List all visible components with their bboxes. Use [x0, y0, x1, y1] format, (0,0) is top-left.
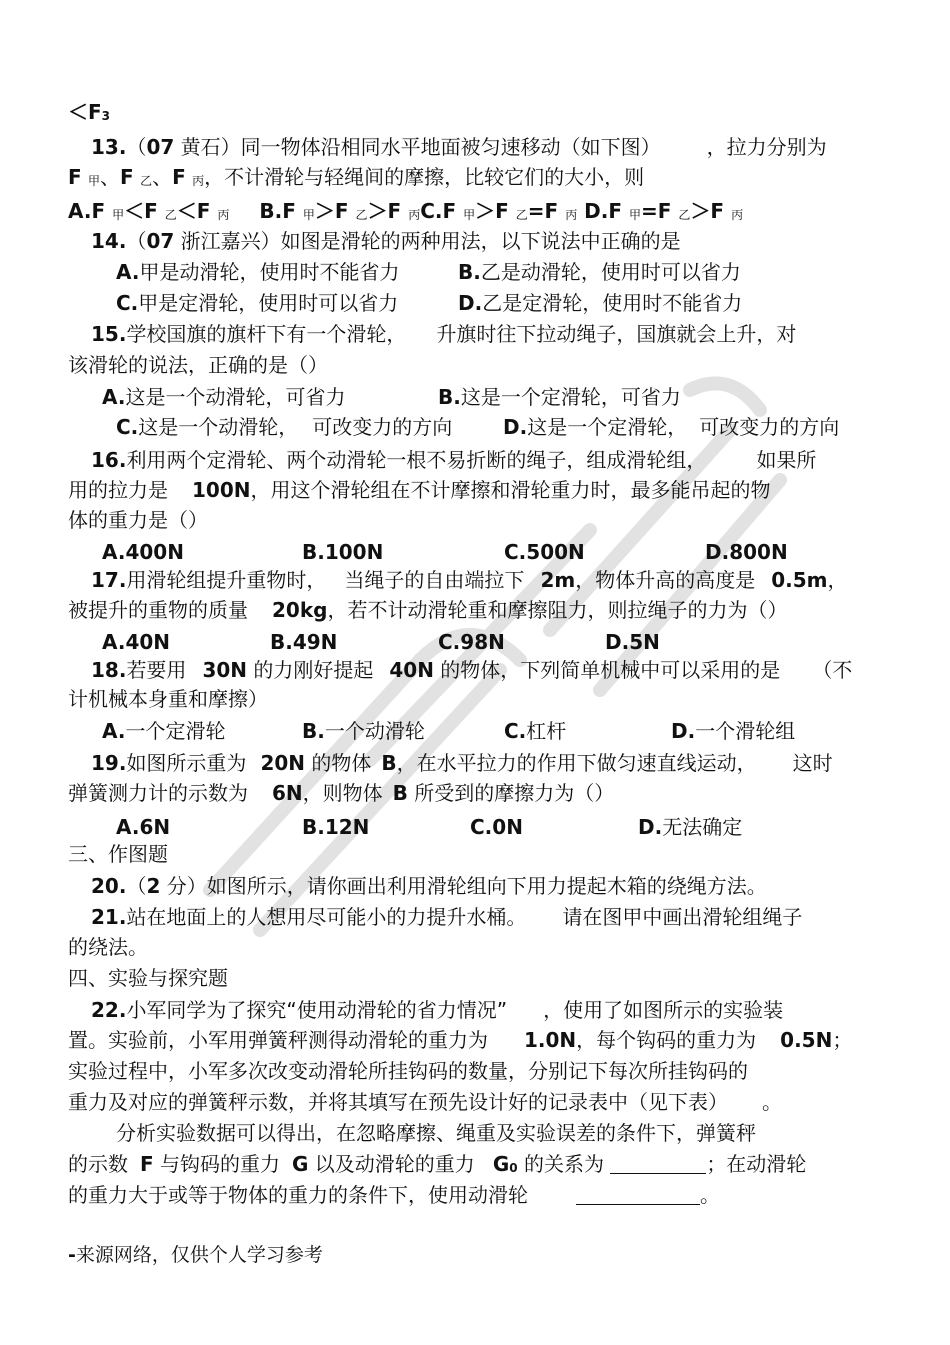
- question-17-option-c: C.98N: [438, 630, 505, 654]
- question-17-option-b: B.49N: [270, 630, 338, 654]
- question-17-line-1: 17.用滑轮组提升重物时， 当绳子的自由端拉下 2m，物体升高的高度是 0.5m，: [91, 568, 848, 592]
- question-13-line-1: 13.（07 黄石）同一物体沿相同水平地面被匀速移动（如下图） ，拉力分别为: [91, 135, 827, 159]
- question-14-stem: 14.（07 浙江嘉兴）如图是滑轮的两种用法，以下说法中正确的是: [91, 229, 681, 253]
- question-19-option-d: D.无法确定: [638, 815, 743, 839]
- question-17-option-a: A.40N: [102, 630, 171, 654]
- question-16-option-d: D.800N: [705, 540, 788, 564]
- question-16-option-c: C.500N: [504, 540, 585, 564]
- question-20: 20.（2 分）如图所示，请你画出利用滑轮组向下用力提起木箱的绕绳方法。: [91, 874, 767, 898]
- question-16-line-3: 体的重力是（）: [68, 508, 208, 532]
- footer-note: -来源网络，仅供个人学习参考: [68, 1244, 323, 1266]
- question-15-option-a: A.这是一个动滑轮，可省力: [102, 385, 346, 409]
- answer-blank-relation[interactable]: [610, 1153, 706, 1174]
- answer-blank-effect[interactable]: [576, 1184, 700, 1205]
- question-19-option-a: A.6N: [116, 815, 171, 839]
- section-4-heading: 四、实验与探究题: [68, 966, 228, 990]
- question-15-line-1: 15.学校国旗的旗杆下有一个滑轮， 升旗时往下拉动绳子，国旗就会上升，对: [91, 322, 797, 346]
- question-16-line-2: 用的拉力是 100N，用这个滑轮组在不计摩擦和滑轮重力时，最多能吊起的物: [68, 478, 771, 502]
- question-14-option-a: A.甲是动滑轮，使用时不能省力: [116, 260, 400, 284]
- question-22-line-1: 22.小军同学为了探究“使用动滑轮的省力情况” ，使用了如图所示的实验装: [91, 998, 784, 1022]
- question-22-line-7: 的重力大于或等于物体的重力的条件下，使用动滑轮 。: [68, 1183, 720, 1207]
- question-15-option-c: C.这是一个动滑轮， 可改变力的方向: [116, 415, 453, 439]
- question-16-option-a: A.400N: [102, 540, 184, 564]
- question-21-line-2: 的绕法。: [68, 935, 148, 959]
- question-14-option-c: C.甲是定滑轮，使用时可以省力: [116, 291, 399, 315]
- question-18-option-c: C.杠杆: [504, 719, 567, 743]
- question-13-line-2: F 甲、F 乙、F 丙，不计滑轮与轻绳间的摩擦，比较它们的大小，则: [68, 165, 645, 189]
- question-18-option-a: A.一个定滑轮: [102, 719, 226, 743]
- question-13-options: A.F 甲＜F 乙＜F 丙 B.F 甲＞F 乙＞F 丙C.F 甲＞F 乙=F 丙 D.F 甲=F 乙＞F 丙: [68, 199, 744, 223]
- question-17-option-d: D.5N: [605, 630, 660, 654]
- question-19-line-2: 弹簧测力计的示数为 6N，则物体 B 所受到的摩擦力为（）: [68, 781, 615, 805]
- question-21-line-1: 21.站在地面上的人想用尽可能小的力提升水桶。 请在图甲中画出滑轮组绳子: [91, 905, 803, 929]
- question-19-option-c: C.0N: [470, 815, 523, 839]
- section-3-heading: 三、作图题: [68, 842, 168, 866]
- question-17-line-2: 被提升的重物的质量 20kg，若不计动滑轮重和摩擦阻力，则拉绳子的力为（）: [68, 598, 788, 622]
- question-22-line-3: 实验过程中，小军多次改变动滑轮所挂钩码的数量，分别记下每次所挂钩码的: [68, 1059, 748, 1083]
- question-15-option-b: B.这是一个定滑轮，可省力: [438, 385, 681, 409]
- question-19-line-1: 19.如图所示重为 20N 的物体 B，在水平拉力的作用下做匀速直线运动， 这时: [91, 751, 833, 775]
- question-14-option-d: D.乙是定滑轮，使用时不能省力: [458, 291, 743, 315]
- question-22-line-2: 置。实验前，小军用弹簧秤测得动滑轮的重力为 1.0N，每个钩码的重力为 0.5N；: [68, 1028, 853, 1052]
- question-15-option-d: D.这是一个定滑轮， 可改变力的方向: [503, 415, 840, 439]
- question-18-line-1: 18.若要用 30N 的力刚好提起 40N 的物体，下列简单机械中可以采用的是 （不: [91, 658, 853, 682]
- question-15-line-2: 该滑轮的说法，正确的是（）: [68, 353, 328, 377]
- question-22-line-5: 分析实验数据可以得出，在忽略摩擦、绳重及实验误差的条件下，弹簧秤: [116, 1121, 756, 1145]
- question-22-line-6: 的示数 F 与钩码的重力 G 以及动滑轮的重力 G0 的关系为 ；在动滑轮: [68, 1152, 807, 1176]
- line-f3: ＜F3: [68, 100, 111, 124]
- question-16-option-b: B.100N: [302, 540, 384, 564]
- question-22-line-4: 重力及对应的弹簧秤示数，并将其填写在预先设计好的记录表中（见下表） 。: [68, 1090, 782, 1114]
- question-19-option-b: B.12N: [302, 815, 370, 839]
- question-18-option-d: D.一个滑轮组: [671, 719, 796, 743]
- question-14-option-b: B.乙是动滑轮，使用时可以省力: [458, 260, 741, 284]
- question-18-line-2: 计机械本身重和摩擦）: [68, 687, 268, 711]
- question-16-line-1: 16.利用两个定滑轮、两个动滑轮一根不易折断的绳子，组成滑轮组， 如果所: [91, 448, 817, 472]
- question-18-option-b: B.一个动滑轮: [302, 719, 425, 743]
